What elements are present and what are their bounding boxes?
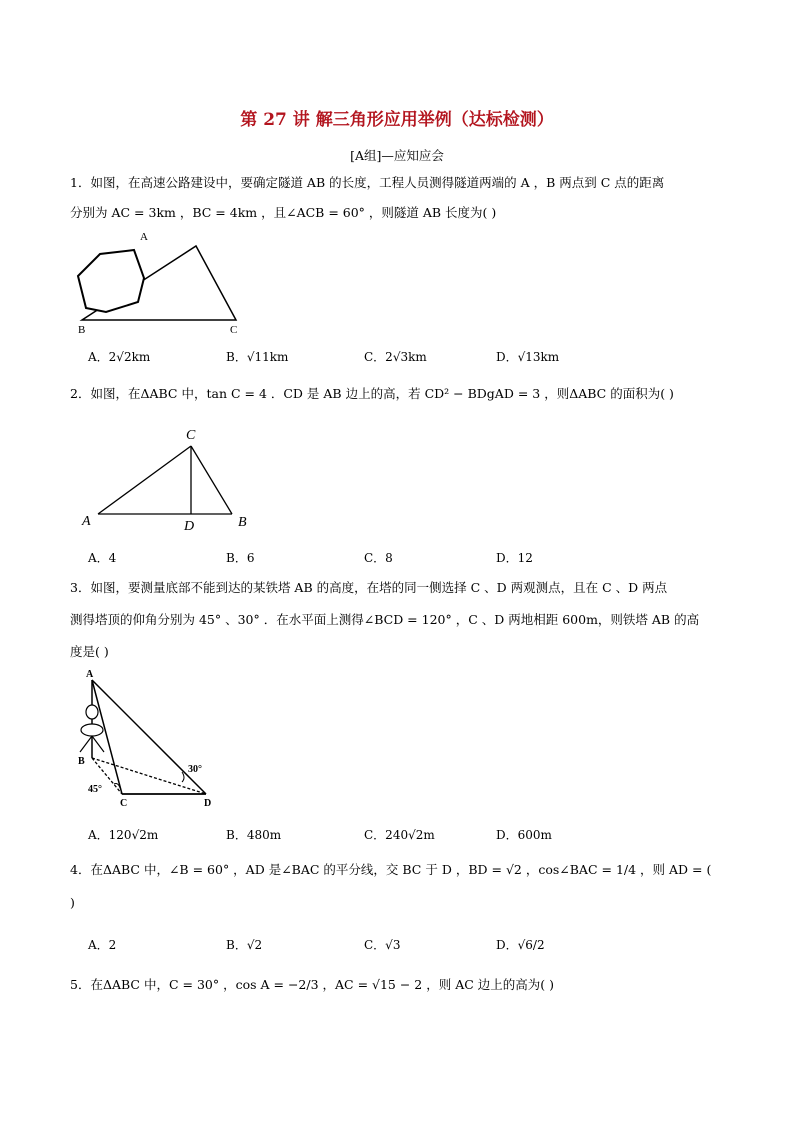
q3-label-d: D — [204, 798, 212, 809]
q2-option-b: B．6 — [226, 551, 255, 565]
q1-stem-line-2: 分别为 AC = 3km ，BC = 4km ，且∠ACB = 60° ，则隧道 AB 长度为( ) — [70, 205, 497, 220]
q2-option-a: A．4 — [88, 551, 117, 565]
q3-option-c: C．240√2m — [364, 828, 435, 842]
q4-option-a: A．2 — [88, 938, 117, 952]
q1-option-a: A．2√2km — [88, 350, 151, 364]
section-subtitle: [A组]—应知应会 — [350, 148, 444, 163]
q4-stem-line-2: ) — [70, 895, 75, 910]
q2-figure — [76, 422, 266, 534]
q4-option-c: C．√3 — [364, 938, 401, 952]
q1-option-c: C．2√3km — [364, 350, 427, 364]
q3-option-b: B．480m — [226, 828, 282, 842]
q3-label-c: C — [120, 798, 128, 809]
q3-stem-line-2: 测得塔顶的仰角分别为 45° 、30° ．在水平面上测得∠BCD = 120° ，C 、D 两地相距 600m，则铁塔 AB 的高 — [70, 612, 700, 627]
q3-label-30: 30° — [188, 764, 202, 775]
q2-stem-line-1: 2．如图，在ΔABC 中，tan C = 4 ．CD 是 AB 边上的高，若 CD² − BDgAD = 3 ，则ΔABC 的面积为( ) — [70, 386, 674, 401]
q1-label-a: A — [140, 231, 148, 243]
q4-option-b: B．√2 — [226, 938, 263, 952]
q2-option-d: D．12 — [496, 551, 533, 565]
q4-option-d: D．√6/2 — [496, 938, 545, 952]
q1-label-b: B — [78, 324, 86, 336]
q2-label-a: A — [82, 514, 91, 529]
q3-label-45: 45° — [88, 784, 102, 795]
page-title: 第 27 讲 解三角形应用举例（达标检测） — [240, 110, 554, 130]
q2-label-b: B — [238, 515, 247, 530]
q4-stem-line-1: 4．在ΔABC 中，∠B = 60° ，AD 是∠BAC 的平分线，交 BC 于 D ，BD = √2 ，cos∠BAC = 1/4 ，则 AD = ( — [70, 862, 712, 877]
q2-label-d: D — [184, 519, 195, 534]
q1-mountain — [78, 250, 144, 312]
q1-option-b: B．√11km — [226, 350, 289, 364]
q3-stem-line-3: 度是( ) — [70, 644, 109, 659]
q1-figure — [70, 228, 250, 340]
q1-label-c: C — [230, 324, 238, 336]
q3-label-a: A — [86, 670, 94, 680]
q3-stem-line-1: 3．如图，要测量底部不能到达的某铁塔 AB 的高度，在塔的同一侧选择 C 、D 两观测点，且在 C 、D 两点 — [70, 580, 668, 595]
q1-option-d: D．√13km — [496, 350, 560, 364]
q2-option-c: C．8 — [364, 551, 393, 565]
q3-figure — [74, 670, 234, 810]
q5-stem-line-1: 5．在ΔABC 中，C = 30° ，cos A = −2/3 ，AC = √15 − 2 ，则 AC 边上的高为( ) — [70, 977, 554, 992]
q3-label-b: B — [78, 756, 85, 767]
q3-option-a: A．120√2m — [88, 828, 159, 842]
q2-label-c: C — [186, 428, 196, 443]
q1-stem-line-1: 1．如图，在高速公路建设中，要确定隧道 AB 的长度，工程人员测得隧道两端的 A ，B 两点到 C 点的距离 — [70, 175, 665, 190]
q3-option-d: D．600m — [496, 828, 552, 842]
